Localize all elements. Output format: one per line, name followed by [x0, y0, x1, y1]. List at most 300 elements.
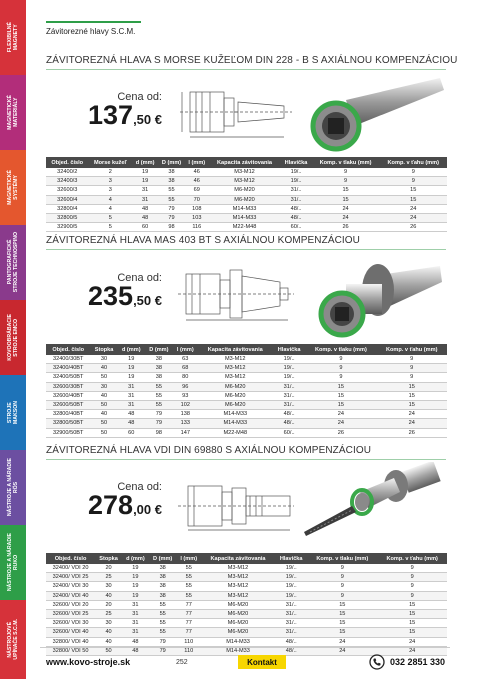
sidebar-tab-label: FLEXIBILNÉ MAGNETY	[7, 22, 19, 53]
product-photo	[300, 462, 450, 542]
table-cell: 32900/5	[46, 223, 88, 232]
table-cell: 30	[90, 382, 117, 391]
table-cell: 55	[145, 400, 173, 409]
section-title: ZÁVITOREZNÁ HLAVA VDI DIN 69880 S AXIÁLNOU KOMPENZÁCIOU	[46, 445, 372, 456]
table-header-row	[46, 553, 447, 564]
table-cell: M3-M12	[201, 564, 275, 573]
section-title: ZÁVITOREZNÁ HLAVA S MORSE KUŽEĽOM DIN 228 - B S AXIÁLNOU KOMPENZÁCIOU	[46, 55, 458, 66]
table-cell: 55	[177, 582, 201, 591]
table-cell: 15	[380, 186, 447, 195]
col-header: Komp. v ťahu (mm)	[376, 344, 447, 355]
table-row	[46, 428, 447, 437]
table-cell: 24	[377, 646, 447, 655]
price-label: Cena od:	[117, 91, 162, 103]
col-header: Komp. v ťahu (mm)	[377, 553, 447, 564]
table-cell: 63	[173, 355, 198, 364]
table-cell: 15	[376, 382, 447, 391]
table-cell: 55	[149, 609, 177, 618]
sidebar-tab-flexible-magnets[interactable]	[0, 0, 26, 75]
table-cell: 19/..	[273, 364, 306, 373]
table-cell: 31/..	[275, 619, 307, 628]
table-cell: 32800/50BT	[46, 419, 90, 428]
table-cell: 80	[173, 373, 198, 382]
table-cell: 9	[307, 591, 377, 600]
table-cell: 40	[95, 591, 122, 600]
table-cell: 19	[118, 373, 145, 382]
col-header: d (mm)	[118, 344, 145, 355]
sidebar-tab-scm-holders[interactable]	[0, 600, 26, 679]
table-cell: 19	[118, 364, 145, 373]
spec-table	[46, 157, 447, 232]
table-cell: 19	[122, 591, 149, 600]
table-cell: 19	[118, 355, 145, 364]
table-row	[46, 628, 447, 637]
price-label: Cena od:	[117, 481, 162, 493]
col-header: D (mm)	[149, 553, 177, 564]
col-header: d (mm)	[132, 157, 158, 168]
table-cell: M6-M20	[201, 600, 275, 609]
table-cell: 32900/50BT	[46, 428, 90, 437]
col-header: Objed. číslo	[46, 344, 90, 355]
col-header: Objed. číslo	[46, 553, 95, 564]
website-link[interactable]: www.kovo-stroje.sk	[46, 657, 131, 667]
table-cell: 19	[122, 573, 149, 582]
col-header: l (mm)	[173, 344, 198, 355]
table-cell: 15	[305, 400, 376, 409]
table-cell: 50	[90, 373, 117, 382]
table-cell: 55	[177, 591, 201, 600]
table-cell: 48/..	[275, 637, 307, 646]
price	[88, 490, 162, 521]
table-cell: 15	[377, 609, 447, 618]
section-divider	[46, 69, 446, 70]
table-cell: 15	[377, 619, 447, 628]
table-row	[46, 591, 447, 600]
table-cell: 15	[376, 400, 447, 409]
table-body	[46, 564, 447, 655]
table-cell: 60	[132, 223, 158, 232]
table-cell: M3-M12	[198, 355, 273, 364]
col-header: Komp. v tlaku (mm)	[307, 553, 377, 564]
sidebar-tab-pantograph-machines[interactable]	[0, 225, 26, 300]
table-cell: 15	[377, 600, 447, 609]
table-cell: 110	[177, 637, 201, 646]
product-photo	[306, 256, 446, 342]
table-cell: 60/..	[273, 428, 306, 437]
table-cell: 48/..	[280, 213, 311, 222]
table-cell: 32600/ VDI 20	[46, 600, 95, 609]
table-cell: 48/..	[280, 204, 311, 213]
page-number: 252	[176, 659, 188, 666]
table-row	[46, 637, 447, 646]
table-cell: 9	[377, 582, 447, 591]
table-cell: 55	[158, 186, 185, 195]
section-divider	[46, 249, 446, 250]
table-cell: 15	[307, 619, 377, 628]
table-cell: 50	[90, 419, 117, 428]
table-header-row	[46, 157, 447, 168]
table-cell: 32800/ VDI 50	[46, 646, 95, 655]
table-cell: 9	[305, 373, 376, 382]
table-cell: 38	[149, 591, 177, 600]
table-cell: 9	[377, 573, 447, 582]
table-cell: 32400/ VDI 30	[46, 582, 95, 591]
table-cell: 26	[376, 428, 447, 437]
table-cell: 48	[132, 204, 158, 213]
table-cell: 98	[158, 223, 185, 232]
table-cell: 31	[122, 600, 149, 609]
table-cell: 48/..	[275, 646, 307, 655]
table-cell: 24	[376, 419, 447, 428]
table-cell: 55	[158, 195, 185, 204]
table-cell: 9	[376, 355, 447, 364]
table-cell: 31	[118, 382, 145, 391]
table-cell: 32600/ VDI 30	[46, 619, 95, 628]
table-cell: M6-M20	[198, 391, 273, 400]
table-cell: 48	[122, 637, 149, 646]
sidebar-tab-makson-machines[interactable]	[0, 375, 26, 450]
table-cell: 55	[177, 564, 201, 573]
table-cell: 24	[380, 213, 447, 222]
table-cell: 9	[312, 168, 380, 177]
table-cell: 40	[95, 628, 122, 637]
table-cell: 9	[312, 177, 380, 186]
table-cell: 50	[95, 646, 122, 655]
table-cell: 24	[380, 204, 447, 213]
table-cell: 5	[88, 223, 132, 232]
sidebar-tab-ruko-tools[interactable]	[0, 525, 26, 600]
table-cell: 31/..	[275, 609, 307, 618]
table-cell: 32800/40BT	[46, 410, 90, 419]
table-cell: 32600/ VDI 40	[46, 628, 95, 637]
table-cell: 19	[132, 177, 158, 186]
phone-number: 032 2851 330	[390, 657, 446, 667]
table-cell: M3-M12	[198, 373, 273, 382]
table-cell: M3-M12	[201, 573, 275, 582]
table-cell: 31	[118, 391, 145, 400]
table-cell: 9	[377, 591, 447, 600]
table-row	[46, 223, 447, 232]
table-cell: 30	[95, 619, 122, 628]
table-cell: 9	[307, 582, 377, 591]
table-cell: 4	[88, 204, 132, 213]
table-cell: 25	[95, 609, 122, 618]
table-cell: M6-M20	[209, 186, 281, 195]
table-cell: 48	[118, 419, 145, 428]
spec-table	[46, 553, 447, 656]
table-cell: 24	[376, 410, 447, 419]
col-header: D (mm)	[145, 344, 173, 355]
table-cell: M6-M20	[198, 400, 273, 409]
sidebar-tab-label: MAGNETICKÉ MATERIÁLY	[7, 95, 19, 130]
table-cell: 32600/ VDI 25	[46, 609, 95, 618]
section-title: ZÁVITOREZNÁ HLAVA MAS 403 BT S AXIÁLNOU KOMPENZÁCIOU	[46, 235, 360, 246]
table-cell: 15	[377, 628, 447, 637]
table-row	[46, 364, 447, 373]
table-cell: 31	[132, 195, 158, 204]
table-cell: 32600/30BT	[46, 382, 90, 391]
table-cell: 26	[380, 223, 447, 232]
table-cell: 9	[305, 364, 376, 373]
table-cell: 24	[312, 213, 380, 222]
table-cell: 69	[185, 186, 209, 195]
table-row	[46, 382, 447, 391]
sidebar-tab-label: PANTOGRAFICKÉ STROJE TECHNOSPINO	[7, 232, 19, 293]
table-cell: 79	[158, 204, 185, 213]
table-cell: M3-M12	[201, 582, 275, 591]
table-cell: 15	[307, 628, 377, 637]
price-main: 235	[88, 281, 134, 311]
table-row	[46, 195, 447, 204]
col-header: Kapacita závitovania	[198, 344, 273, 355]
table-cell: 38	[158, 177, 185, 186]
price-label: Cena od:	[117, 272, 162, 284]
table-cell: 15	[307, 600, 377, 609]
col-header: Kapacita závitovania	[201, 553, 275, 564]
spec-table	[46, 344, 447, 438]
table-cell: 19	[122, 582, 149, 591]
contact-button[interactable]: Kontakt	[238, 655, 286, 669]
table-cell: 15	[305, 382, 376, 391]
table-cell: 4	[88, 195, 132, 204]
table-cell: 19	[122, 564, 149, 573]
col-header: D (mm)	[158, 157, 185, 168]
table-cell: 98	[145, 428, 173, 437]
table-cell: 50	[90, 428, 117, 437]
table-cell: 103	[185, 213, 209, 222]
table-row	[46, 204, 447, 213]
price-cents: ,00 €	[133, 502, 162, 517]
table-cell: 138	[173, 410, 198, 419]
price	[88, 281, 162, 312]
phone-icon	[369, 654, 385, 670]
col-header: l (mm)	[185, 157, 209, 168]
table-row	[46, 609, 447, 618]
sidebar-tab-ros-tools[interactable]	[0, 450, 26, 525]
table-cell: 9	[380, 177, 447, 186]
sidebar-tab-label: NÁSTROJE A NÁRADIE RUKO	[7, 533, 19, 592]
table-cell: 32800/ VDI 40	[46, 637, 95, 646]
table-cell: 32400/ VDI 20	[46, 564, 95, 573]
table-cell: 32600/3	[46, 186, 88, 195]
table-row	[46, 213, 447, 222]
table-cell: M14-M33	[209, 204, 281, 213]
table-cell: 38	[149, 573, 177, 582]
col-header: Hlavička	[273, 344, 306, 355]
table-cell: 46	[185, 168, 209, 177]
table-cell: M14-M33	[209, 213, 281, 222]
table-cell: 55	[177, 573, 201, 582]
table-cell: 30	[95, 582, 122, 591]
table-cell: 38	[158, 168, 185, 177]
price	[88, 100, 162, 131]
table-row	[46, 419, 447, 428]
col-header: Komp. v tlaku (mm)	[312, 157, 380, 168]
table-row	[46, 573, 447, 582]
table-cell: M3-M12	[209, 168, 281, 177]
table-cell: 55	[149, 600, 177, 609]
table-cell: 9	[380, 168, 447, 177]
table-cell: M6-M20	[201, 628, 275, 637]
table-row	[46, 582, 447, 591]
table-cell: 31/..	[273, 382, 306, 391]
table-cell: 15	[312, 186, 380, 195]
col-header: Morse kužeľ	[88, 157, 132, 168]
table-cell: 24	[312, 204, 380, 213]
col-header: Komp. v ťahu (mm)	[380, 157, 447, 168]
table-cell: 32400/ VDI 40	[46, 591, 95, 600]
table-cell: 26	[312, 223, 380, 232]
table-cell: 77	[177, 600, 201, 609]
table-cell: 70	[185, 195, 209, 204]
table-cell: M3-M12	[201, 591, 275, 600]
table-cell: 50	[90, 400, 117, 409]
table-cell: 24	[307, 646, 377, 655]
table-cell: 31/..	[273, 400, 306, 409]
table-row	[46, 564, 447, 573]
table-cell: 96	[173, 382, 198, 391]
sidebar-tab-label: MAGNETICKÉ SYSTÉMY	[7, 170, 19, 205]
table-row	[46, 355, 447, 364]
table-cell: 19/..	[275, 573, 307, 582]
table-cell: M22-M48	[198, 428, 273, 437]
table-cell: 31	[118, 400, 145, 409]
category-sidebar	[0, 0, 26, 679]
table-cell: 30	[90, 355, 117, 364]
table-row	[46, 619, 447, 628]
table-cell: M14-M33	[198, 419, 273, 428]
table-cell: 19/..	[273, 373, 306, 382]
table-cell: 9	[307, 573, 377, 582]
sidebar-tab-label: KOVOOBRÁBACIE STROJE EMCO	[7, 314, 19, 361]
technical-drawing	[176, 262, 296, 324]
table-cell: 77	[177, 628, 201, 637]
table-cell: 19/..	[275, 582, 307, 591]
table-cell: 32400/30BT	[46, 355, 90, 364]
breadcrumb: Závitorezné hlavy S.C.M.	[46, 27, 136, 36]
table-cell: 24	[307, 637, 377, 646]
table-cell: M3-M12	[209, 177, 281, 186]
table-body	[46, 355, 447, 437]
price-main: 278	[88, 490, 134, 520]
table-cell: 38	[145, 373, 173, 382]
header-accent-line	[46, 21, 141, 23]
table-cell: 24	[377, 637, 447, 646]
sidebar-tab-magnetic-materials[interactable]	[0, 75, 26, 150]
table-cell: 24	[305, 419, 376, 428]
table-cell: 48/..	[273, 419, 306, 428]
table-cell: 32400/ VDI 25	[46, 573, 95, 582]
table-cell: 133	[173, 419, 198, 428]
sidebar-tab-label: STROJE MAKSON	[7, 400, 19, 425]
technical-drawing	[176, 478, 296, 534]
table-cell: 55	[149, 628, 177, 637]
table-cell: 15	[312, 195, 380, 204]
table-cell: 19/..	[273, 355, 306, 364]
table-row	[46, 373, 447, 382]
table-cell: 32600/4	[46, 195, 88, 204]
table-cell: 32400/3	[46, 177, 88, 186]
table-cell: M14-M33	[201, 646, 275, 655]
table-cell: 19/..	[275, 564, 307, 573]
table-cell: M22-M48	[209, 223, 281, 232]
table-cell: 79	[158, 213, 185, 222]
table-cell: 40	[95, 637, 122, 646]
sidebar-tab-magnetic-systems[interactable]	[0, 150, 26, 225]
section-divider	[46, 459, 446, 460]
sidebar-tab-emco-machines[interactable]	[0, 300, 26, 375]
price-main: 137	[88, 100, 134, 130]
col-header: Stopka	[95, 553, 122, 564]
table-row	[46, 168, 447, 177]
table-cell: 108	[185, 204, 209, 213]
table-body	[46, 168, 447, 232]
table-cell: 77	[177, 619, 201, 628]
table-cell: 32400/50BT	[46, 373, 90, 382]
table-cell: 60/..	[280, 223, 311, 232]
table-cell: 93	[173, 391, 198, 400]
table-cell: 9	[305, 355, 376, 364]
table-cell: 9	[307, 564, 377, 573]
table-cell: 20	[95, 600, 122, 609]
table-cell: 147	[173, 428, 198, 437]
col-header: Objed. číslo	[46, 157, 88, 168]
col-header: Hlavička	[275, 553, 307, 564]
table-cell: 38	[149, 582, 177, 591]
table-cell: 32600/40BT	[46, 391, 90, 400]
table-cell: 25	[95, 573, 122, 582]
table-cell: M6-M20	[201, 609, 275, 618]
table-cell: 38	[145, 364, 173, 373]
table-cell: 77	[177, 609, 201, 618]
table-cell: 60	[118, 428, 145, 437]
table-cell: 48	[132, 213, 158, 222]
table-cell: 20	[95, 564, 122, 573]
table-cell: 48	[122, 646, 149, 655]
table-cell: 48	[118, 410, 145, 419]
table-cell: 110	[177, 646, 201, 655]
table-cell: M6-M20	[209, 195, 281, 204]
sidebar-tab-label: NÁSTROJOVÉ UPÍNAČE S.C.M.	[7, 619, 19, 660]
table-cell: 26	[305, 428, 376, 437]
table-cell: 32800/5	[46, 213, 88, 222]
col-header: Stopka	[90, 344, 117, 355]
table-cell: M6-M20	[198, 382, 273, 391]
table-cell: 79	[149, 637, 177, 646]
table-cell: 55	[145, 382, 173, 391]
table-cell: 31/..	[273, 391, 306, 400]
table-cell: 102	[173, 400, 198, 409]
table-row	[46, 177, 447, 186]
col-header: Komp. v tlaku (mm)	[305, 344, 376, 355]
table-cell: 15	[305, 391, 376, 400]
table-cell: 32800/4	[46, 204, 88, 213]
table-cell: M14-M33	[198, 410, 273, 419]
col-header: Kapacita závitovania	[209, 157, 281, 168]
table-cell: 31	[122, 628, 149, 637]
price-cents: ,50 €	[133, 293, 162, 308]
table-cell: 38	[145, 355, 173, 364]
table-cell: 9	[376, 373, 447, 382]
col-header: Hlavička	[280, 157, 311, 168]
table-cell: 19/..	[275, 591, 307, 600]
table-row	[46, 186, 447, 195]
table-cell: 116	[185, 223, 209, 232]
table-row	[46, 391, 447, 400]
table-cell: 38	[149, 564, 177, 573]
table-cell: 2	[88, 168, 132, 177]
table-cell: 15	[376, 391, 447, 400]
